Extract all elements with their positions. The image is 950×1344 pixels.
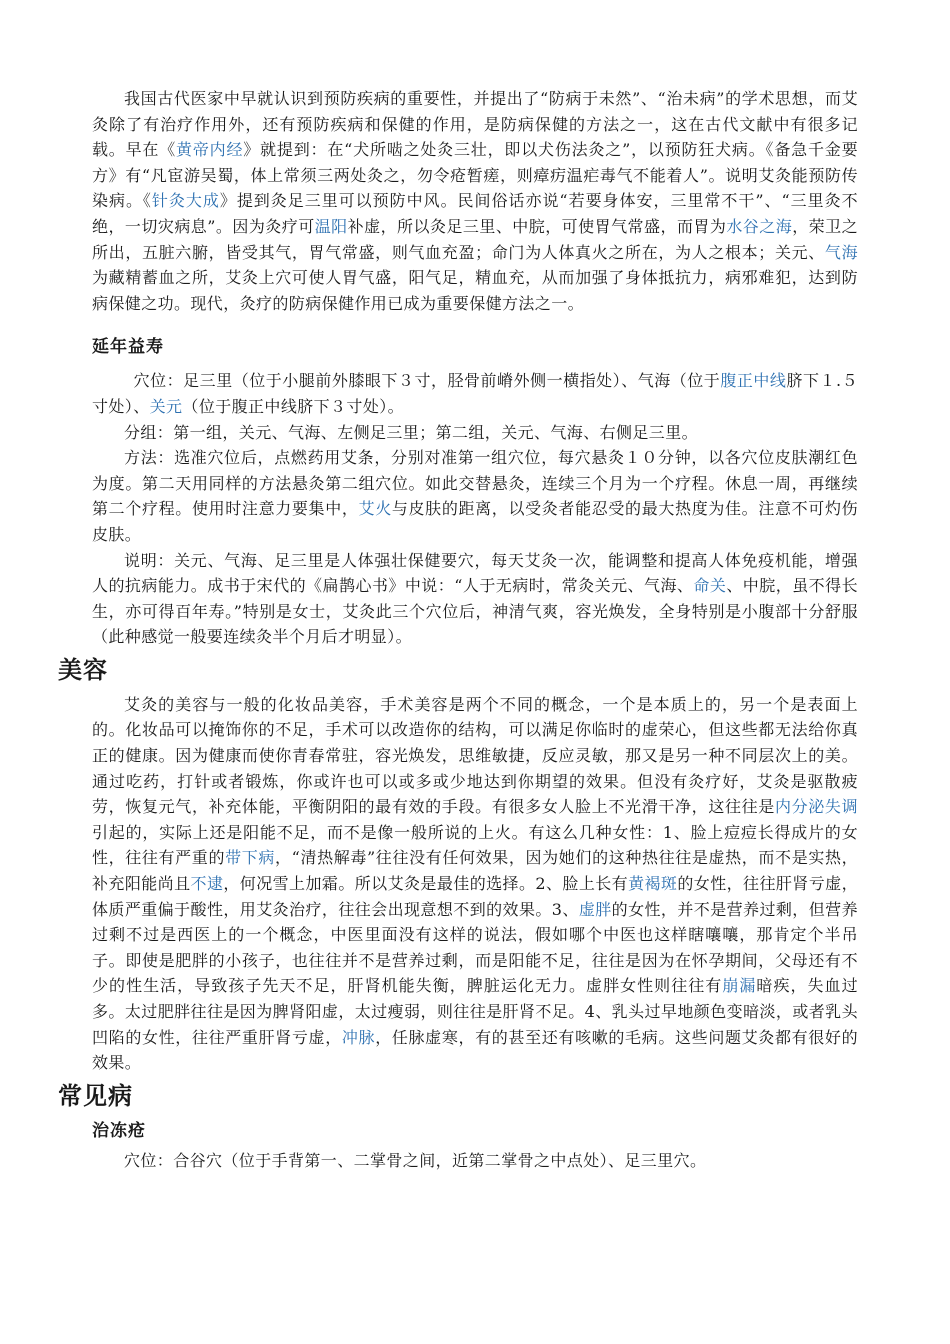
hyperlink[interactable]: 水谷之海 <box>726 216 793 236</box>
hyperlink[interactable]: 命关 <box>693 576 727 596</box>
hyperlink[interactable]: 针灸大成 <box>151 191 220 211</box>
hyperlink[interactable]: 艾火 <box>358 499 392 519</box>
yannian-grouping-paragraph: 分组：第一组，关元、气海、左侧足三里；第二组，关元、气海、右侧足三里。 <box>124 422 699 442</box>
yannian-method-paragraph: 方法：选准穴位后，点燃药用艾条，分别对准第一组穴位，每穴悬灸１０分钟，以各穴位皮肤潮红色为度。第二天用同样的方法悬灸第二组穴位。如此交替悬灸，连续三个月为一个疗程。休息一周，再继续第二个疗程。使用时注意力要集中，艾火与皮肤的距离，以受灸者能忍受的最大热度为佳。注意不可灼伤皮肤。 <box>92 448 859 544</box>
hyperlink[interactable]: 带下病 <box>225 848 275 868</box>
chapter-heading-meirong: 美容 <box>58 654 108 684</box>
hyperlink[interactable]: 腹正中线 <box>720 371 787 391</box>
dongchuang-acupoints-paragraph: 穴位：合谷穴（位于手背第一、二掌骨之间，近第二掌骨之中点处）、足三里穴。 <box>124 1150 707 1170</box>
hyperlink[interactable]: 气海 <box>824 242 858 262</box>
section-heading-dongchuang: 治冻疮 <box>92 1120 146 1141</box>
meirong-paragraph: 艾灸的美容与一般的化妆品美容，手术美容是两个不同的概念，一个是本质上的，另一个是表面上的。化妆品可以掩饰你的不足，手术可以改造你的结构，可以满足你临时的虚荣心，但这些都无法给你真正的健康。因为健康而使你青春常驻，容光焕发，思维敏捷，反应灵敏，那又是另一种不同层次上的美。通过吃药，打针或者锻炼，你或许也可以或多或少地达到你期望的效果。但没有灸疗好，艾灸是驱散疲劳，恢复元气，补充体能，平衡阴阳的最有效的手段。有很多女人脸上不光滑干净，这往往是内分泌失调引起的，实际上还是阳能不足，而不是像一般所说的上火。有这么几种女性：1、脸上痘痘长得成片的女性，往往有严重的带下病，“清热解毒”往往没有任何效果，因为她们的这种热往往是虚热，而不是实热，补充阳能尚且不逮，何况雪上加霜。所以艾灸是最佳的选择。2、脸上长有黄褐斑的女性，往往肝肾亏虚，体质严重偏于酸性，用艾灸治疗，往往会出现意想不到的效果。3、虚胖的女性，并不是营养过剩，但营养过剩不过是西医上的一个概念，中医里面没有这样的说法，假如哪个中医也这样瞎嚷嚷，那肯定个半吊子。即使是肥胖的小孩子，也往往并不是营养过剩，而是阳能不足，往往是因为在怀孕期间，父母还有不少的性生活，导致孩子先天不足，肝肾机能失衡，脾脏运化无力。虚胖女性则往往有崩漏暗疾，失血过多。太过肥胖往往是因为脾肾阳虚，太过瘦弱，则往往是肝肾不足。4、乳头过早地颜色变暗淡，或者乳头凹陷的女性，往往严重肝肾亏虚，冲脉，任脉虚寒，有的甚至还有咳嗽的毛病。这些问题艾灸都有很好的效果。 <box>92 694 858 1073</box>
hyperlink[interactable]: 黄帝内经 <box>176 140 244 160</box>
yannian-acupoints-paragraph: 穴位：足三里（位于小腿前外膝眼下３寸，胫骨前嵴外侧一横指处）、气海（位于腹正中线脐下１.５寸处）、关元（位于腹正中线脐下３寸处）。 <box>92 371 859 416</box>
yannian-notes-paragraph: 说明：关元、气海、足三里是人体强壮保健要穴，每天艾灸一次，能调整和提高人体免疫机能，增强人的抗病能力。成书于宋代的《扁鹊心书》中说：“人于无病时，常灸关元、气海、命关、中脘，虽不得长生，亦可得百年寿。”特别是女士，艾灸此三个穴位后，神清气爽，容光焕发，全身特别是小腹部十分舒服（此种感觉一般要连续灸半个月后才明显）。 <box>92 550 859 647</box>
hyperlink[interactable]: 关元 <box>149 396 183 416</box>
chapter-heading-changjian: 常见病 <box>58 1080 133 1110</box>
hyperlink[interactable]: 冲脉 <box>341 1027 376 1047</box>
hyperlink[interactable]: 黄褐斑 <box>628 874 678 894</box>
intro-paragraph: 我国古代医家中早就认识到预防疾病的重要性，并提出了“防病于未然”、“治未病”的学术思想，而艾灸除了有治疗作用外，还有预防疾病和保健的作用，是防病保健的方法之一，这在古代文献中有很多记载。早在《黄帝内经》就提到：在“犬所啮之处灸三壮，即以犬伤法灸之”，以预防狂犬病。《备急千金要方》有“凡宦游吴蜀，体上常须三两处灸之，勿令疮暂瘥，则瘴疠温疟毒气不能着人”。说明艾灸能预防传染病。《针灸大成》提到灸足三里可以预防中风。民间俗话亦说“若要身体安，三里常不干”、“三里灸不绝，一切灾病息”。因为灸疗可温阳补虚，所以灸足三里、中脘，可使胃气常盛，而胃为水谷之海，荣卫之所出，五脏六腑，皆受其气，胃气常盛，则气血充盈；命门为人体真火之所在，为人之根本；关元、气海为藏精蓄血之所，艾灸上穴可使人胃气盛，阳气足，精血充，从而加强了身体抵抗力，病邪难犯，达到防病保健之功。现代，灸疗的防病保健作用已成为重要保健方法之一。 <box>92 89 859 313</box>
hyperlink[interactable]: 不逮 <box>190 874 224 894</box>
hyperlink[interactable]: 温阳 <box>314 216 348 236</box>
hyperlink[interactable]: 崩漏 <box>722 976 757 996</box>
hyperlink[interactable]: 虚胖 <box>578 899 612 919</box>
section-heading-yannian: 延年益寿 <box>92 337 164 358</box>
hyperlink[interactable]: 内分泌失调 <box>774 797 858 817</box>
